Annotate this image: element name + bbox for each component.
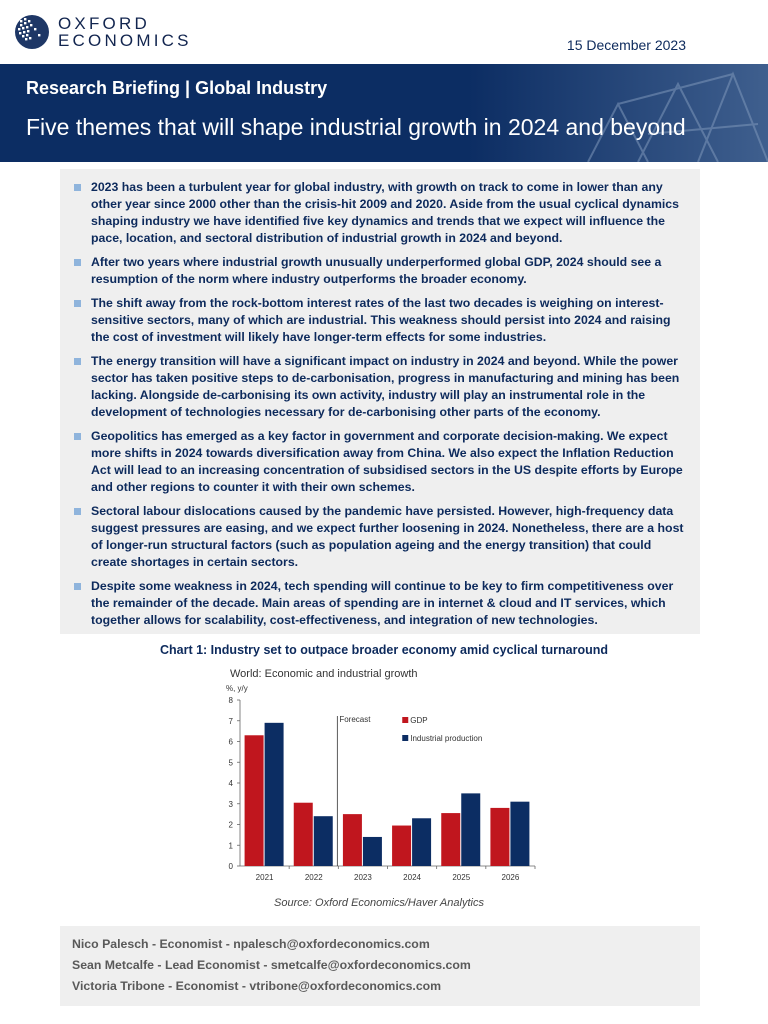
bar-industrial-production bbox=[510, 802, 529, 866]
key-point bbox=[74, 428, 688, 496]
bullet-square-icon bbox=[74, 184, 81, 191]
key-points-box bbox=[60, 169, 700, 634]
key-point-text: The shift away from the rock-bottom interest rates of the last two decades is weighing on interest-sensitive sectors, many of which are industrial. This weakness should persist into 2024 and raising the cost of investment will likely have longer-term effects for some industries. bbox=[91, 296, 671, 344]
authors-box bbox=[60, 926, 700, 1006]
report-subtitle: Research Briefing | Global Industry bbox=[26, 78, 328, 98]
brand-line1: OXFORD bbox=[58, 14, 150, 33]
bullet-square-icon bbox=[74, 583, 81, 590]
bullet-square-icon bbox=[74, 358, 81, 365]
brand-line2: ECONOMICS bbox=[58, 31, 192, 50]
bar-gdp bbox=[294, 803, 313, 866]
x-tick-label: 2021 bbox=[255, 873, 274, 882]
author-line: Nico Palesch - Economist - npalesch@oxfordeconomics.com bbox=[72, 937, 430, 951]
bar-gdp bbox=[441, 813, 460, 866]
bar-industrial-production bbox=[461, 793, 480, 866]
key-point bbox=[74, 179, 688, 247]
bar-gdp bbox=[392, 826, 411, 866]
key-point-text: The energy transition will have a significant impact on industry in 2024 and beyond. While the power sector has taken positive steps to de-carbonisation, progress in manufacturing and mining has been lacking. Alongside de-carbonising its own activity, industry will play an instrumental role in the development of technologies necessary for de-carbonising other parts of the economy. bbox=[91, 354, 680, 419]
key-point bbox=[74, 295, 688, 346]
y-tick-label: 3 bbox=[228, 799, 233, 809]
key-point-text: Geopolitics has emerged as a key factor in government and corporate decision-making. We expect more shifts in 2024 towards diversification away from China. We also expect the Inflation Reduction Act will lead to an increasing concentration of subsidised sectors in the US despite efforts by Europe and other regions to counter it with their own schemes. bbox=[91, 429, 683, 494]
bar-gdp bbox=[490, 808, 509, 866]
bar-chart bbox=[200, 664, 540, 889]
bar-industrial-production bbox=[265, 723, 284, 866]
key-point bbox=[74, 254, 688, 288]
brand-logo bbox=[14, 14, 192, 50]
bullet-square-icon bbox=[74, 259, 81, 266]
bullet-square-icon bbox=[74, 300, 81, 307]
key-point-text: Sectoral labour dislocations caused by the pandemic have persisted. However, high-frequency data suggest pressures are easing, and we expect further loosening in 2024. Nonetheless, there are a host of longer-run structural factors (such as population ageing and the energy transition) that could create shortages in certain sectors. bbox=[91, 504, 684, 569]
y-tick-label: 1 bbox=[228, 841, 233, 851]
y-tick-label: 4 bbox=[228, 779, 233, 788]
legend-label: GDP bbox=[410, 716, 428, 725]
y-tick-label: 2 bbox=[228, 820, 233, 830]
bar-gdp bbox=[245, 735, 264, 866]
bullet-square-icon bbox=[74, 433, 81, 440]
key-point bbox=[74, 353, 688, 421]
chart-source: Source: Oxford Economics/Haver Analytics bbox=[274, 897, 484, 909]
banner-background-graphic bbox=[468, 64, 768, 162]
x-tick-label: 2022 bbox=[304, 873, 323, 882]
x-tick-label: 2026 bbox=[501, 873, 520, 882]
key-point-text: 2023 has been a turbulent year for global industry, with growth on track to come in lower than any other year since 2000 other than the crisis-hit 2009 and 2020. Aside from the usual cyclical dynamics shaping industry we have identified five key dynamics and trends that we expect will influence the pace, location, and sectoral distribution of industrial growth in 2024 and beyond. bbox=[91, 180, 679, 245]
x-tick-label: 2024 bbox=[403, 873, 421, 882]
key-point-text: Despite some weakness in 2024, tech spending will continue to be key to firm competitiveness over the remainder of the decade. Main areas of spending are in internet & cloud and IT services, which together allows for scalability, cost-effectiveness, and integration of new technologies. bbox=[91, 579, 674, 627]
x-tick-label: 2025 bbox=[452, 873, 471, 882]
chart-heading: Chart 1: Industry set to outpace broader economy amid cyclical turnaround bbox=[159, 643, 608, 657]
y-tick-label: 8 bbox=[228, 696, 233, 705]
y-axis-label: %, y/y bbox=[226, 684, 248, 693]
bar-gdp bbox=[343, 814, 362, 866]
report-date: 15 December 2023 bbox=[566, 37, 686, 53]
author-line: Victoria Tribone - Economist - vtribone@oxfordeconomics.com bbox=[72, 979, 442, 993]
bar-industrial-production bbox=[412, 818, 431, 866]
globe-logo-icon bbox=[14, 14, 50, 50]
chart-area bbox=[200, 664, 540, 889]
forecast-label: Forecast bbox=[339, 715, 371, 724]
key-point-text: After two years where industrial growth unusually underperformed global GDP, 2024 should see a resumption of the norm where industry outperforms the broader economy. bbox=[91, 255, 662, 286]
legend-label: Industrial production bbox=[410, 734, 483, 743]
brand-wordmark bbox=[58, 15, 192, 49]
page-title: Five themes that will shape industrial growth in 2024 and beyond bbox=[26, 114, 686, 140]
y-tick-label: 0 bbox=[228, 862, 233, 871]
bar-industrial-production bbox=[314, 816, 333, 866]
legend-swatch bbox=[402, 735, 408, 741]
y-tick-label: 5 bbox=[228, 758, 233, 768]
header-banner bbox=[0, 64, 768, 162]
bullet-square-icon bbox=[74, 508, 81, 515]
key-point bbox=[74, 503, 688, 571]
key-point bbox=[74, 578, 688, 629]
x-tick-label: 2023 bbox=[354, 873, 372, 882]
y-tick-label: 6 bbox=[228, 737, 233, 747]
author-line: Sean Metcalfe - Lead Economist - smetcalfe@oxfordeconomics.com bbox=[72, 958, 471, 972]
top-bar bbox=[0, 0, 768, 62]
bar-industrial-production bbox=[363, 837, 382, 866]
y-tick-label: 7 bbox=[228, 716, 233, 726]
legend-swatch bbox=[402, 717, 408, 723]
chart-title: World: Economic and industrial growth bbox=[230, 668, 418, 680]
